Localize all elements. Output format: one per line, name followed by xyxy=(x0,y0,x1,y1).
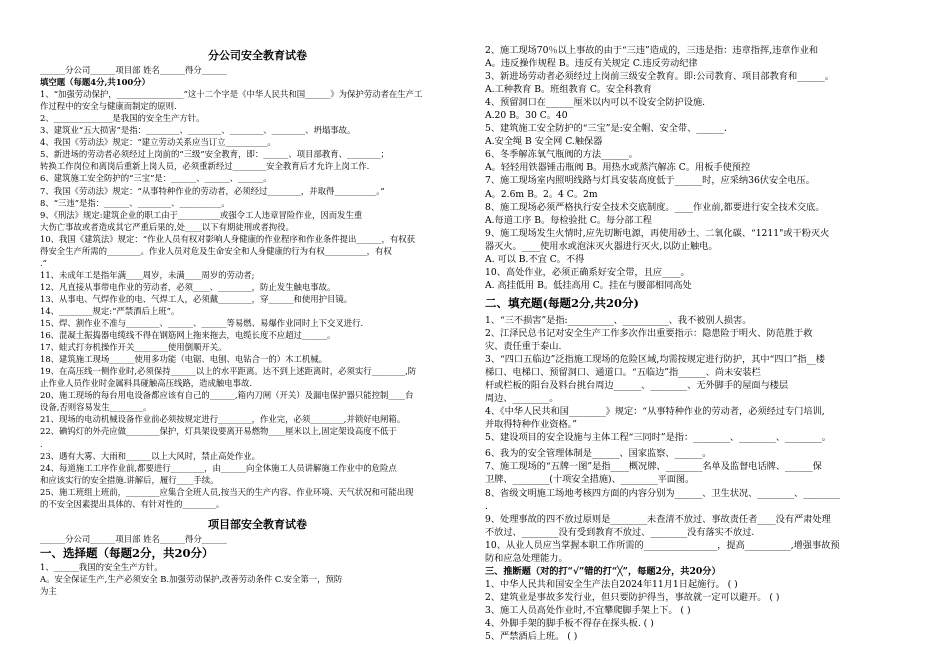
question-line: A.工种教育 B。班组教育 C。安全科教育 xyxy=(485,84,652,96)
question-line: 灾、责任重于泰山. xyxy=(485,340,562,352)
question-line: 23、遇有大雾、大雨和______以上大风时，禁止高处作业。 xyxy=(40,450,261,461)
right-column xyxy=(485,44,913,643)
exam-title: 项目部安全教育试卷 xyxy=(208,517,307,531)
question-line: 5、新进场的劳动者必须经过上岗前的“三级”安全教育，即：______、项目部教育、________； xyxy=(40,149,389,160)
question-line: A. 高挂低用 B。低挂高用 C。挂在与腰部相同高处 xyxy=(485,279,692,291)
section-heading: 三、推断题（对的打“√”错的打“╳”，每题2分，共20分） xyxy=(485,565,721,577)
question-line: 7、施工现场的“五牌一图”是指____概况牌、________名单及监督电话牌、______保 xyxy=(485,461,822,473)
question-line: 8、施工现场必须严格执行安全技术交底制度。____作业前,都要进行安全技术交底。 xyxy=(485,201,825,213)
question-line: ______分公司______项目部 姓名______得分______ xyxy=(40,533,227,544)
question-line: .” xyxy=(40,257,47,268)
question-line: 15、焊、割作业不准与________、______、______等易燃、易爆作业同时上下交叉进行. xyxy=(40,318,364,329)
question-line: 9、施工现场发生火情时,应先切断电源，再使用砂土、二氧化碳、“1211"或干粉灭火 xyxy=(485,227,830,239)
question-line: 1、中华人民共和国安全生产法自2024年11月1日起施行。 ( ) xyxy=(485,578,738,590)
question-line: 6、冬季解冻氧气瓶阀的方法______。 xyxy=(485,149,638,161)
question-line: 1、______我国的安全生产方针。 xyxy=(40,561,163,572)
question-line: 5、严禁酒后上班。 ( ) xyxy=(485,631,578,643)
question-line: 8、“三违”是指：______、________、__________。 xyxy=(40,197,230,208)
question-line: 3、“四口五临边”泛指施工现场的危险区域,均需按规定进行防护，其中“四口”指__楼 xyxy=(485,354,825,366)
question-line: 2、施工现场70％以上事故的由于“三违”造成的，三违是指：违章指挥,违章作业和 xyxy=(485,45,819,56)
question-line: 11、未成年工是指年满____周岁，未满____周岁的劳动者; xyxy=(40,269,255,280)
question-line: 5、建设项目的安全设施与主体工程“三同时”是指：________、________、________。 xyxy=(485,432,831,444)
question-line: 25、施工班组上班前，________应集合全班人员,按当天的生产内容、作业环境、天气状况和可能出现 xyxy=(40,486,414,497)
question-line: 梯口、电梯口、预留洞口、通道口。“五临边”指______、尚未安装栏 xyxy=(485,367,761,379)
left-column xyxy=(40,44,475,597)
question-line: 7、施工现场室内照明线路与灯具安装高度低于______时，应采纳36伏安全电压。 xyxy=(485,175,815,187)
question-line: 10、我国《建筑法》规定：“作业人员有权对影响人身健康的作业程序和作业条件提出______，有权获 xyxy=(40,233,416,244)
question-line: 作过程中的安全与健康而制定的原则. xyxy=(40,101,177,112)
question-line: A.安全绳 B 安全网 C.触保器 xyxy=(485,136,603,148)
question-line: 16、混凝土振捣器电缆线不得在钢筋网上拖来拖去，电缆长度不应超过______。 xyxy=(40,330,336,341)
question-line: 杆或栏板的阳台及料台挑台周边______、________、无外脚手的屋面与楼层 xyxy=(485,380,789,392)
question-line: 周边、________。 xyxy=(485,393,559,405)
question-line: 设备,否则容易发生________。 xyxy=(40,402,152,413)
question-line: 5、建筑施工安全防护的“三宝”是:安全帽、安全带、______. xyxy=(485,123,727,135)
question-line: 大伤亡事故或者造成其它严重后果的,处____以下有期徒刑或者拘役。 xyxy=(40,221,294,232)
question-line: 器灭火。____使用水或泡沫灭火器进行灭火,以防止触电。 xyxy=(485,240,718,252)
question-line: ______分公司______项目部 姓名______得分______ xyxy=(40,65,227,76)
question-line: 不放过、________没有受到教育不放过、________没有落实不放过. xyxy=(485,526,755,538)
question-line: 3、施工人员高处作业时,不宜攀爬脚手架上下。 ( ) xyxy=(485,604,691,616)
question-line: 4、我国《劳动法》规定：“建立劳动关系应当订立__________。 xyxy=(40,137,276,148)
question-line: 4、《中华人民共和国________》规定：“从事特种作业的劳动者，必须经过专门培训, xyxy=(485,406,825,418)
question-line: A。轻轻用铁器锤击瓶阀 B。用热水或蒸汽解冻 C。用板手使预控 xyxy=(485,162,751,174)
question-line: 为主 xyxy=(40,585,57,596)
question-line: . xyxy=(485,500,488,512)
question-line: 转换工作岗位和离岗后重新上岗人员，必须重新经过________安全教育后才允许上岗工作. xyxy=(40,161,370,172)
section-heading: 填空题（每题4分,共100分） xyxy=(40,77,150,88)
question-line: 10、从业人员应当掌握本职工作所需的________________，提高__________,增强事故预 xyxy=(485,539,840,551)
question-line: 21、现场的电动机械设备作业前必须按规定进行________，作业完，必须________,并锁好电闸箱。 xyxy=(40,414,406,425)
question-line: 并取得特种作业资格。” xyxy=(485,419,577,431)
question-line: 9、处理事故的四不放过原则是________未查清不放过、事故责任者____没有严肃处理 xyxy=(485,513,831,525)
question-line: 18、建筑施工现场______使用多功能（电锯、电刨、电钻合一的）木工机械。 xyxy=(40,354,328,365)
section-heading: 二、填充题(每题2分,共20分) xyxy=(485,295,639,310)
question-line: 7、我国《劳动法》规定：“从事特种作业的劳动者，必须经过________，并取得__________。” xyxy=(40,185,385,196)
question-line: 卫牌、________(十项安全措施)、________平面图。 xyxy=(485,474,695,486)
question-line: 4、外脚手架的脚手板不得存在探头板. ( ) xyxy=(485,617,654,629)
question-line: 10、高处作业，必须正确系好安全带，且应____。 xyxy=(485,266,690,278)
question-line: 6、我为的安全管理体制是______、国家监察、______。 xyxy=(485,448,712,460)
question-line: 24、每道施工工序作业前,都要进行________，由______向全体施工人员讲解施工作业中的危险点 xyxy=(40,462,397,473)
question-line: 和应该实行的安全措施.讲解后，履行____手续。 xyxy=(40,474,219,485)
question-line: 9、《刑法》规定:建筑企业的职工由于__________或强令工人违章冒险作业，因而发生重 xyxy=(40,209,363,220)
question-line: 17、蛙式打夯机操作开关________使用倒顺开关。 xyxy=(40,342,227,353)
question-line: A.每道工序 B。每检验批 C。每分部工程 xyxy=(485,214,652,226)
question-line: 2、______________是我国的安全生产方针。 xyxy=(40,113,205,124)
section-heading: 一、选择题（每题2分，共20分） xyxy=(40,545,214,560)
question-line: 1、“加强劳动保护，________________”这十二个字是《中华人民共和国______》为保护劳动者在生产工 xyxy=(40,89,423,100)
question-line: 3、新进场劳动者必须经过上岗前三级安全教育。即:公司教育、项目部教育和______。 xyxy=(485,71,834,83)
question-line: 8、省级文明施工场地考核四方面的内容分别为______、卫生状况、________、________ xyxy=(485,487,840,499)
question-line: 止作业人员作业时金属料具碰触高压线路，造成触电事故. xyxy=(40,378,253,389)
exam-title: 分公司安全教育试卷 xyxy=(208,49,307,62)
question-line: A. 可以 B.不宜 C。不得 xyxy=(485,253,585,265)
question-line: 1、“三不损害”是指:__________、__________、我不被别人损害。 xyxy=(485,314,752,326)
question-line: 4、预留洞口在______厘米以内可以不设安全防护设施. xyxy=(485,97,706,109)
question-line: A.20 B。30 C。40 xyxy=(485,110,568,122)
question-line: A。违反操作规程 B。违反有关规定 C.违反劳动纪律 xyxy=(485,58,698,70)
question-line: 12、凡直接从事带电作业的劳动者，必须____、________，防止发生触电事故。 xyxy=(40,281,336,292)
question-line: 20、施工现场的每台用电设备都应该有自己的______,箱内刀闸（开关）及漏电保护器只能控制____台 xyxy=(40,390,414,401)
question-line: 14、________规定:“严禁酒后上班”。 xyxy=(40,305,180,316)
question-line: 2、江泽民总书记对安全生产工作多次作出重要指示：隐患险于明火、防范胜于救 xyxy=(485,327,813,339)
question-line: 22、碘钨灯的外壳应做________保护，灯具架设要离开易燃物____厘米以上,固定架设高度不低于 xyxy=(40,426,397,437)
question-line: 3、建筑业“五大损害”是指：________、________、________、________、坍塌事故。 xyxy=(40,125,356,136)
question-line: 2、建筑业是事故多发行业，但只要防护得当，事故就一定可以避开。 ( ) xyxy=(485,591,780,603)
question-line: 6、建筑施工安全防护的“三宝”是：______、______、______。 xyxy=(40,173,272,184)
question-line: 得安全生产所需的________。作业人员对危及生命安全和人身健康的行为有权__________，有权 xyxy=(40,245,392,256)
question-line: A。安全保证生产,生产必须安全 B.加强劳动保护,改善劳动条件 C.安全第一，预防 xyxy=(40,573,343,584)
question-line: 防和应急处理能力。 xyxy=(485,552,568,564)
question-line: A。2.6m B。2。4 C。2m xyxy=(485,188,598,200)
question-line: . xyxy=(40,438,43,449)
question-line: 13、从事电、气焊作业的电、气焊工人，必须戴________，穿______和使用护目镜。 xyxy=(40,293,353,304)
question-line: 19、在高压线一侧作业时,必须保持______以上的水平距离。达不到上述距离时，必须实行________,防 xyxy=(40,366,417,377)
question-line: 的不安全因素提出具体的、有针对性的________。 xyxy=(40,498,225,509)
spacer xyxy=(40,510,475,513)
